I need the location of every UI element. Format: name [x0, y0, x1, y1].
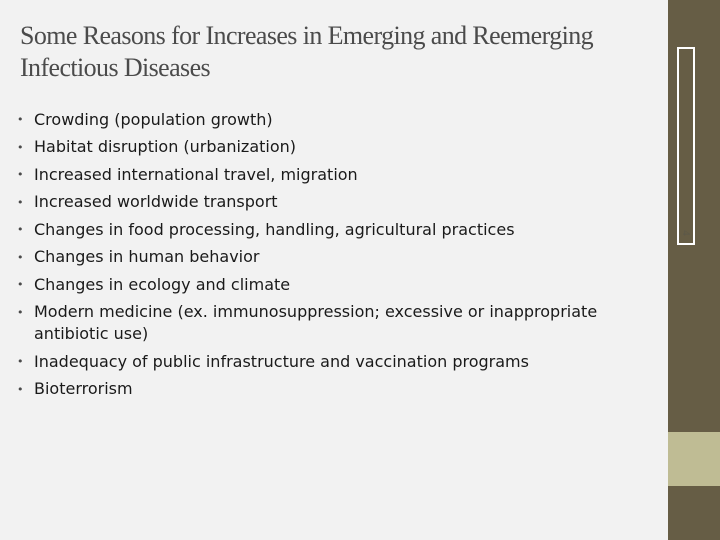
list-item — [15, 106, 670, 134]
bullet-text: Changes in ecology and climate — [34, 274, 291, 294]
bullet-text: Modern medicine (ex. immunosuppression; excessive or inappropriate antibiotic use) — [34, 302, 603, 344]
list-item — [15, 244, 670, 272]
bullet-dot-icon: • — [17, 113, 24, 126]
bullet-text: Increased worldwide transport — [34, 192, 278, 212]
list-item — [15, 299, 670, 349]
bullet-list — [15, 106, 670, 403]
bullet-text: Increased international travel, migration — [34, 164, 358, 184]
bullet-dot-icon: • — [17, 278, 24, 291]
bullet-text: Bioterrorism — [34, 379, 133, 399]
list-item — [15, 216, 670, 244]
slide-number-frame — [677, 47, 695, 245]
slide-title: Some Reasons for Increases in Emerging and Reemerging Infectious Diseases — [20, 21, 594, 82]
list-item — [15, 134, 670, 162]
bullet-text: Changes in food processing, handling, agricultural practices — [34, 219, 515, 239]
bullet-dot-icon: • — [17, 382, 24, 396]
slide-number: 4 — [680, 230, 692, 236]
bullet-dot-icon: • — [17, 168, 24, 181]
list-item — [15, 348, 670, 376]
right-accent-light-block — [668, 432, 720, 486]
bullet-text: Crowding (population growth) — [34, 109, 273, 129]
bullet-dot-icon: • — [17, 140, 24, 154]
list-item — [15, 271, 670, 299]
bullet-dot-icon: • — [17, 223, 24, 236]
bullet-dot-icon: • — [17, 195, 24, 209]
list-item — [15, 376, 670, 404]
bullet-text: Changes in human behavior — [34, 247, 260, 267]
bullet-dot-icon: • — [17, 305, 24, 319]
bullet-dot-icon: • — [17, 355, 24, 368]
bullet-text: Inadequacy of public infrastructure and vaccination programs — [34, 351, 529, 371]
list-item — [15, 161, 670, 189]
list-item — [15, 189, 670, 217]
bullet-text: Habitat disruption (urbanization) — [34, 137, 297, 157]
bullet-dot-icon: • — [17, 250, 24, 264]
